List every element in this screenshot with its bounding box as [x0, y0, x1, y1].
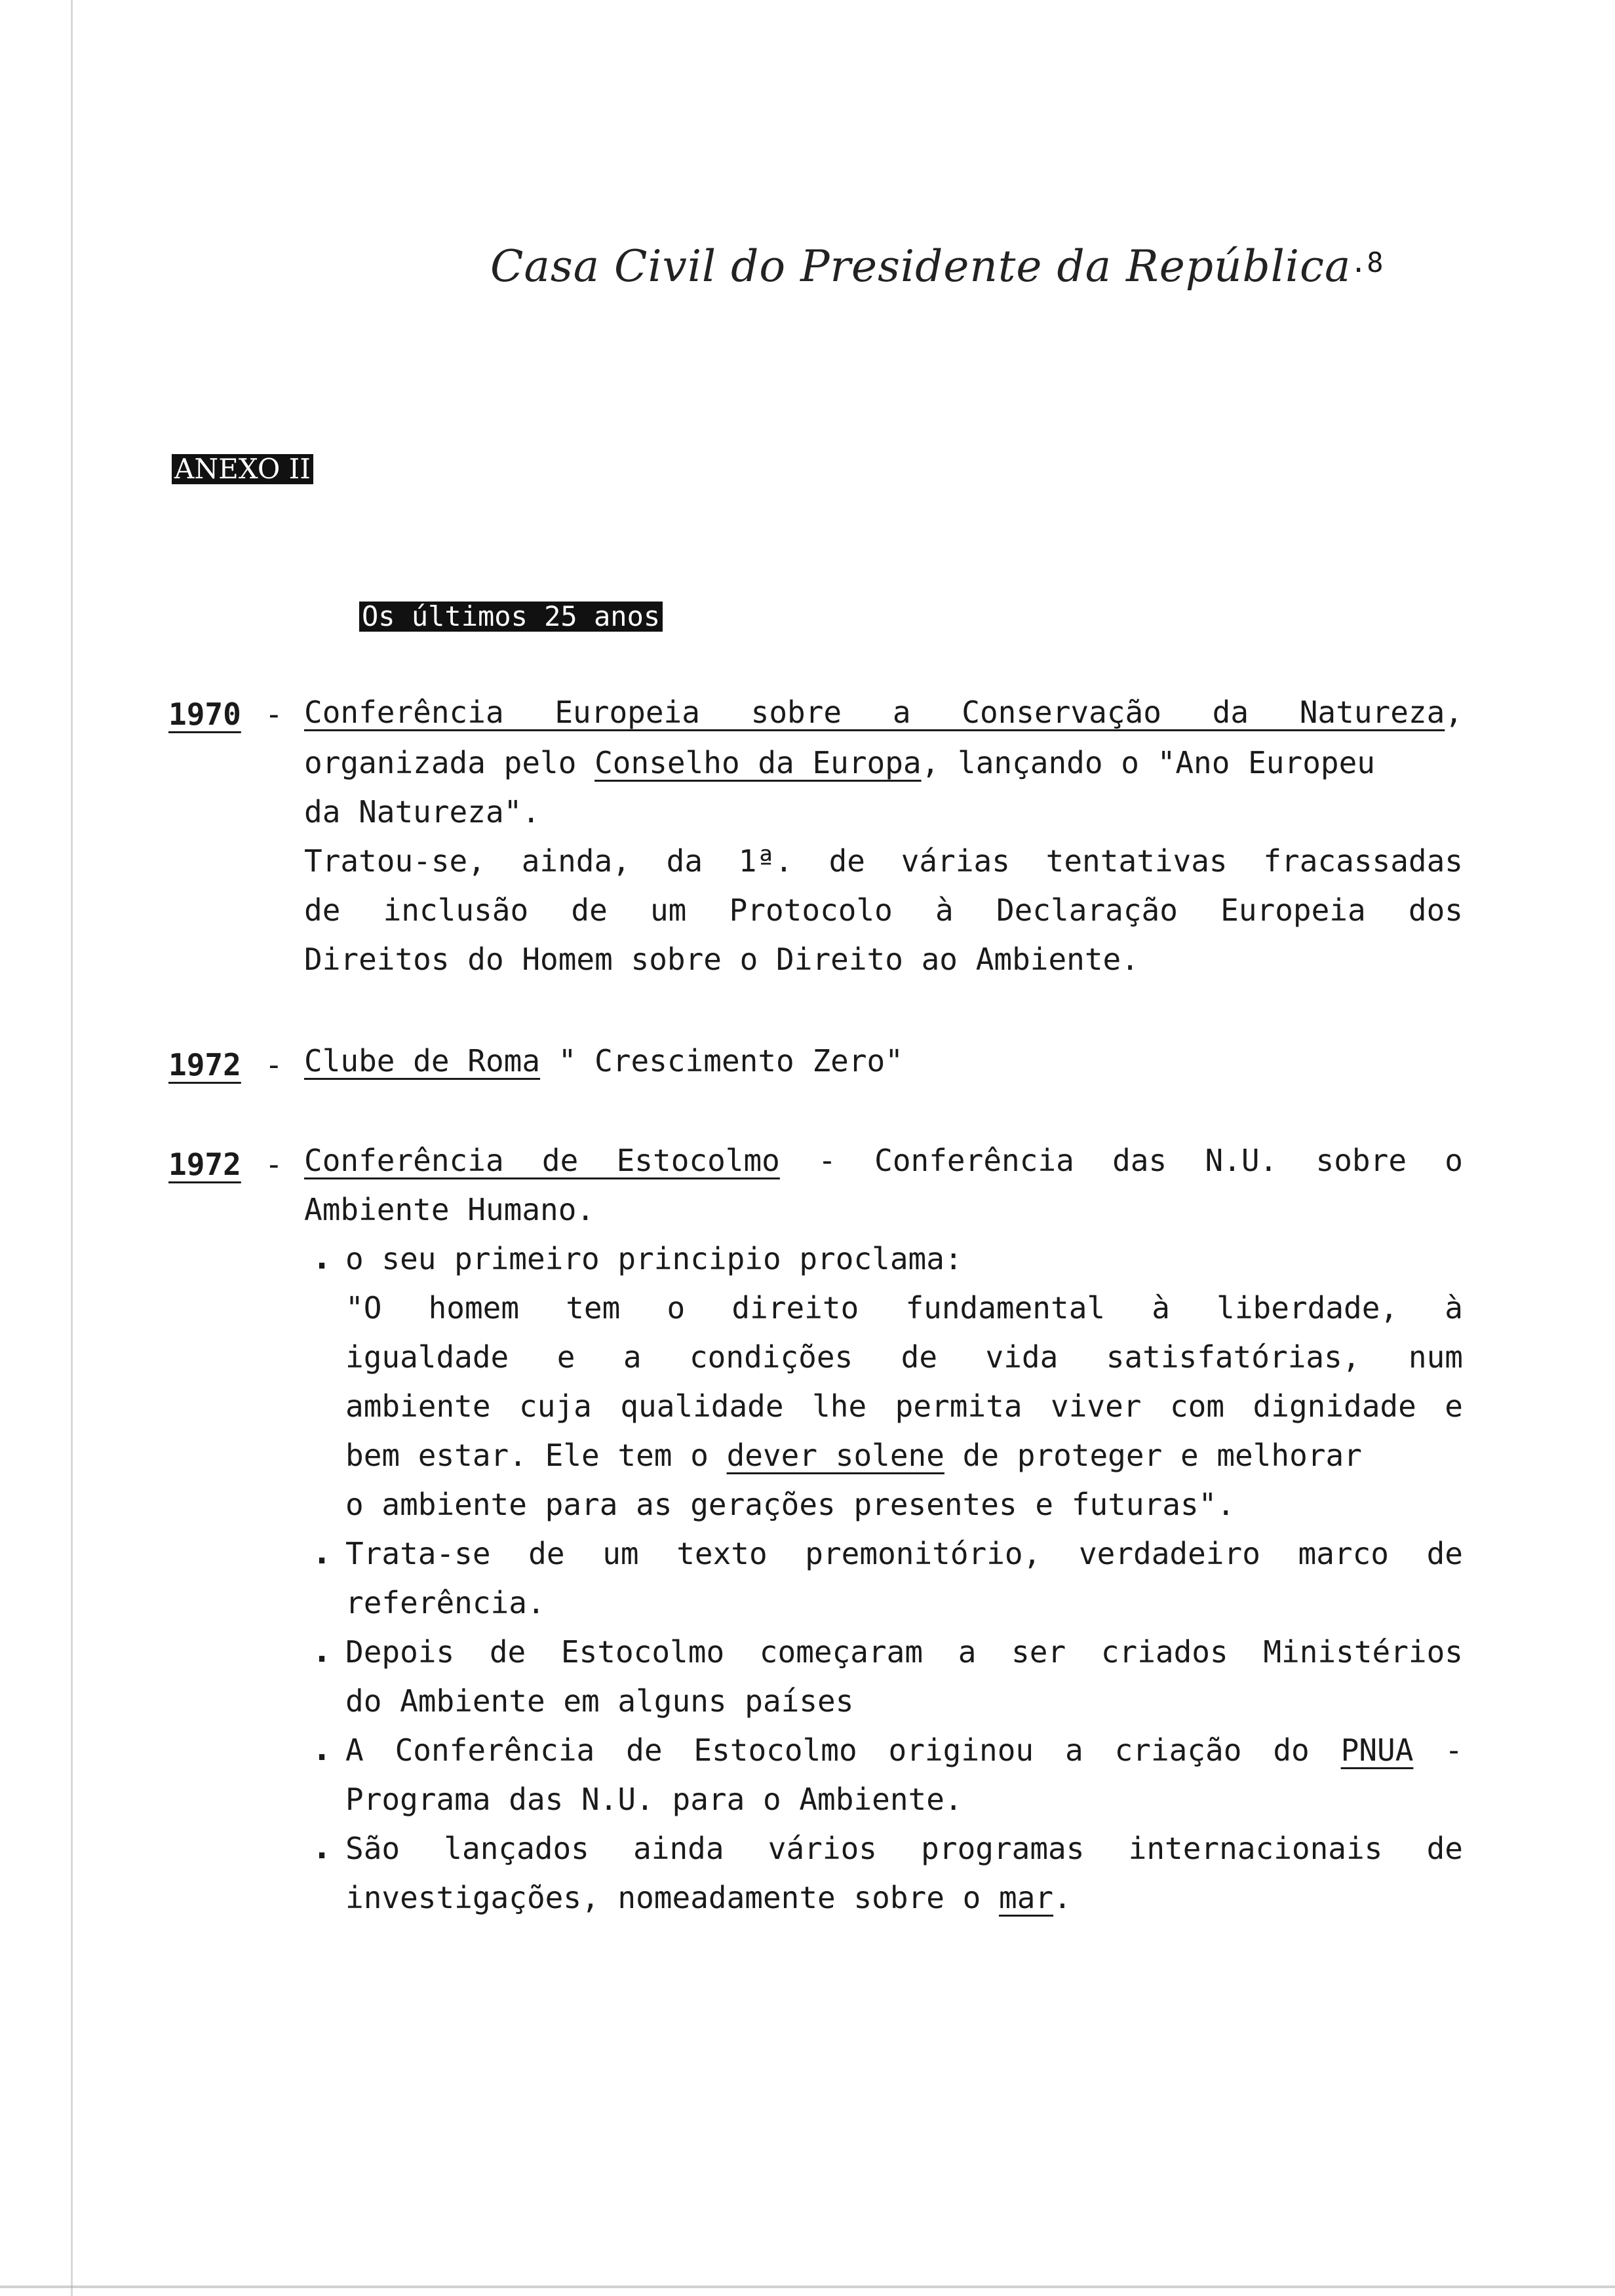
bullet-mark: .	[312, 1730, 332, 1768]
bullet-text: investigações, nomeadamente sobre o	[345, 1880, 999, 1915]
entry-title: Conferência Europeia sobre a Conservação da Natureza	[304, 695, 1445, 730]
quote-underlined-term: dever solene	[726, 1438, 944, 1473]
quote-line: o ambiente para as gerações presentes e futuras".	[345, 1487, 1236, 1522]
entry-dash: -	[265, 697, 283, 732]
bullet-line: Trata-se de um texto premonitório, verdadeiro marco de	[345, 1536, 1463, 1571]
quote-text: de proteger e melhorar	[944, 1438, 1362, 1473]
bullet-line: o seu primeiro principio proclama:	[345, 1241, 963, 1276]
scan-edge-bottom	[0, 2286, 1615, 2288]
bullet-text: -	[1413, 1732, 1463, 1768]
bullet-underlined-term: mar	[999, 1880, 1054, 1915]
entry-underlined-term: Conselho da Europa	[594, 745, 922, 780]
bullet-underlined-term: PNUA	[1340, 1732, 1414, 1768]
quote-line	[345, 1436, 1362, 1474]
entry-line	[304, 744, 1375, 782]
letterhead: Casa Civil do Presidente da República	[490, 241, 1352, 292]
entry-year: 1972	[168, 1047, 241, 1082]
quote-text: bem estar. Ele tem o	[345, 1438, 727, 1473]
bullet-line	[345, 1879, 1072, 1917]
entry-text: , lançando o "Ano Europeu	[921, 745, 1375, 780]
scan-edge-left	[71, 0, 73, 2296]
bullet-line: referência.	[345, 1585, 545, 1620]
entry-line: Ambiente Humano.	[304, 1192, 595, 1227]
bullet-mark: .	[312, 1632, 332, 1670]
bullet-line	[345, 1731, 1463, 1769]
quote-line: ambiente cuja qualidade lhe permita viver com dignidade e	[345, 1388, 1463, 1424]
entry-dash: -	[265, 1147, 283, 1182]
entry-dash: -	[265, 1047, 283, 1082]
bullet-text: .	[1053, 1880, 1072, 1915]
entry-line: Tratou-se, ainda, da 1ª. de várias tentativas fracassadas	[304, 843, 1463, 879]
bullet-mark: .	[312, 1238, 332, 1276]
entry-title: Clube de Roma	[304, 1043, 541, 1079]
entry-line: da Natureza".	[304, 794, 541, 830]
quote-line: igualdade e a condições de vida satisfatórias, num	[345, 1339, 1463, 1375]
page-number: .8	[1350, 246, 1384, 278]
section-title: Os últimos 25 anos	[359, 602, 663, 632]
entry-title-line	[304, 693, 1463, 731]
entry-title-line	[304, 1042, 903, 1080]
entry-text: organizada pelo	[304, 745, 595, 780]
entry-title: Conferência de Estocolmo	[304, 1143, 780, 1178]
entry-title-line	[304, 1141, 1463, 1179]
bullet-line: do Ambiente em alguns países	[345, 1683, 854, 1719]
entry-year: 1970	[168, 697, 241, 732]
bullet-mark: .	[312, 1533, 332, 1571]
entry-title-suffix: ,	[1445, 695, 1463, 730]
entry-text: - Conferência das N.U. sobre o	[779, 1143, 1463, 1178]
entry-year: 1972	[168, 1147, 241, 1182]
bullet-mark: .	[312, 1828, 332, 1866]
bullet-line: Programa das N.U. para o Ambiente.	[345, 1782, 963, 1817]
bullet-text: A Conferência de Estocolmo originou a criação do	[345, 1732, 1341, 1768]
quote-line: "O homem tem o direito fundamental à liberdade, à	[345, 1290, 1463, 1326]
entry-text: " Crescimento Zero"	[540, 1043, 903, 1079]
bullet-line: São lançados ainda vários programas internacionais de	[345, 1831, 1463, 1866]
entry-line: Direitos do Homem sobre o Direito ao Ambiente.	[304, 942, 1139, 977]
bullet-line: Depois de Estocolmo começaram a ser criados Ministérios	[345, 1634, 1463, 1670]
annex-label: ANEXO II	[172, 454, 313, 484]
entry-line: de inclusão de um Protocolo à Declaração Europeia dos	[304, 892, 1463, 928]
